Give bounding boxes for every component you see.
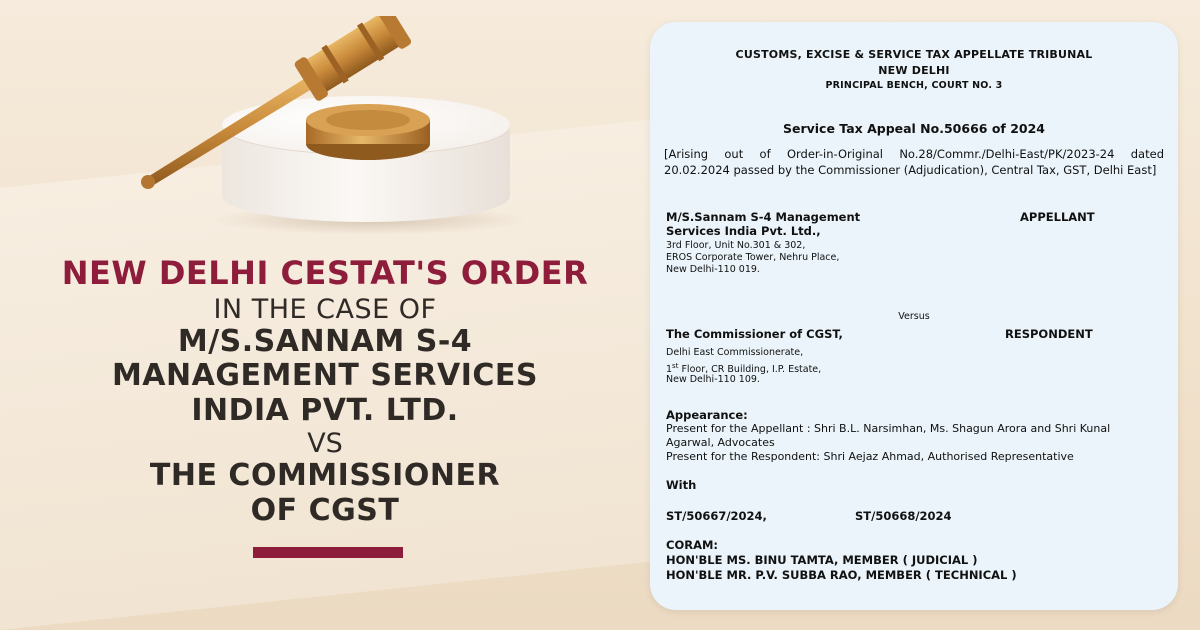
headline-underline [253, 547, 403, 558]
order-document-card [650, 22, 1178, 610]
tribunal-city: NEW DELHI [878, 64, 950, 77]
with-item-2: ST/50668/2024 [855, 509, 952, 523]
headline-line-7: OF CGST [250, 492, 400, 528]
coram-line-2: HON'BLE MR. P.V. SUBBA RAO, MEMBER ( TECHNICAL ) [666, 568, 1017, 582]
headline [0, 255, 650, 528]
respondent-name: The Commissioner of CGST, [666, 327, 843, 341]
headline-line-3: M/S.SANNAM S-4 [177, 323, 473, 359]
coram-line-1: HON'BLE MS. BINU TAMTA, MEMBER ( JUDICIAL ) [666, 553, 978, 567]
appellant-role: APPELLANT [1020, 210, 1095, 224]
appearance-line-1: Present for the Appellant : Shri B.L. Narsimhan, Ms. Shagun Arora and Shri Kunal [666, 422, 1111, 435]
arising-text: [Arising out of Order-in-Original No.28/Commr./Delhi-East/PK/2023-24 dated 20.02.2024 passed by the Commissioner (Adjudication), Central Tax, GST, Delhi East] [664, 147, 1164, 177]
gavel-icon [130, 16, 450, 196]
appearance-heading: Appearance: [666, 408, 748, 422]
tribunal-name: CUSTOMS, EXCISE & SERVICE TAX APPELLATE TRIBUNAL [735, 48, 1093, 61]
appellant-name-line-2: Services India Pvt. Ltd., [666, 224, 821, 238]
appeal-title: Service Tax Appeal No.50666 of 2024 [782, 121, 1045, 136]
appellant-address-1: 3rd Floor, Unit No.301 & 302, [666, 240, 806, 251]
headline-line-4: MANAGEMENT SERVICES [111, 358, 539, 394]
appearance-line-3: Present for the Respondent: Shri Aejaz Ahmad, Authorised Representative [666, 450, 1074, 463]
respondent-role: RESPONDENT [1005, 327, 1093, 341]
headline-line-5: INDIA PVT. LTD. [191, 392, 459, 428]
headline-line-2: IN THE CASE OF [213, 293, 437, 325]
headline-line-1: NEW DELHI CESTAT'S ORDER [61, 254, 589, 292]
appellant-address-3: New Delhi-110 019. [666, 264, 760, 275]
appellant-address-2: EROS Corporate Tower, Nehru Place, [666, 252, 840, 263]
respondent-address-1: Delhi East Commissionerate, [666, 347, 804, 358]
tribunal-bench: PRINCIPAL BENCH, COURT NO. 3 [825, 80, 1003, 91]
versus-label: Versus [898, 311, 930, 322]
appearance-line-2: Agarwal, Advocates [666, 436, 775, 449]
headline-line-6: THE COMMISSIONER [149, 458, 501, 494]
respondent-address-3: New Delhi-110 109. [666, 374, 760, 385]
respondent-address-2: 1st Floor, CR Building, I.P. Estate, [666, 362, 822, 376]
headline-vs: VS [307, 428, 343, 460]
with-item-1: ST/50667/2024, [666, 509, 767, 523]
appellant-name-line-1: M/S.Sannam S-4 Management [666, 210, 861, 224]
with-heading: With [666, 478, 697, 492]
coram-heading: CORAM: [666, 538, 719, 552]
